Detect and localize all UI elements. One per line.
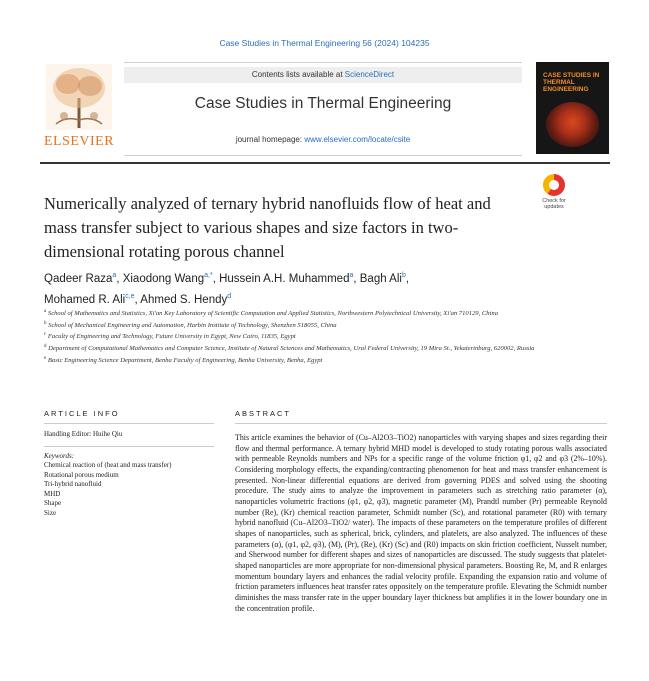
homepage-link[interactable]: www.elsevier.com/locate/csite [304, 135, 411, 144]
homepage-prefix: journal homepage: [235, 135, 305, 144]
author[interactable]: Mohamed R. Ali$^{c,e}$ [44, 292, 135, 306]
check-for-updates-button[interactable] [539, 174, 569, 214]
affiliation-list [44, 307, 604, 365]
abstract-divider [235, 423, 607, 424]
author[interactable]: Bagh Ali$^b$ [359, 272, 406, 285]
affiliation: $^c$ Faculty of Engineering and Technology, Future University in Egypt, New Cairo, 11835, Egypt [44, 332, 296, 341]
elsevier-logo[interactable] [40, 62, 118, 154]
journal-banner [124, 62, 522, 156]
affiliation: $^d$ Department of Computational Mathematics and Computer Science, Institute of Natural Sciences and Mathematics, Ural Federal University, 19 Mira St., Yekaterinburg, 620002, Russia [44, 344, 535, 353]
keyword: Shape [44, 499, 62, 507]
article-info [44, 430, 214, 518]
masthead-divider [40, 162, 610, 164]
cover-art [546, 102, 599, 147]
contents-bar [124, 67, 522, 83]
cover-title: CASE STUDIES IN THERMAL ENGINEERING [543, 72, 600, 93]
elsevier-wordmark: ELSEVIER [43, 134, 115, 149]
affiliation: $^a$ School of Mathematics and Statistics, Xi'an Key Laboratory of Scientific Computation and Applied Statistics, Northwestern Polytechnical University, Xi'an 710129, China [44, 309, 499, 318]
affiliation: $^e$ Basic Engineering Science Department, Benha Faculty of Engineering, Benha University, Benha, Egypt [44, 355, 323, 364]
article-info-heading: ARTICLE INFO [44, 409, 120, 418]
article-title: Numerically analyzed of ternary hybrid nanofluids flow of heat and mass transfer subject to various shapes and size factors in two-dimensional rotating porous channel [44, 194, 491, 261]
elsevier-tree-icon [46, 64, 112, 130]
check-updates-icon [543, 174, 565, 196]
keywords-label: Keywords: [44, 446, 214, 462]
sciencedirect-link[interactable]: ScienceDirect [344, 70, 395, 79]
author[interactable]: Hussein A.H. Muhammed$^a$ [219, 272, 354, 285]
author[interactable]: Xiaodong Wang$^{a,*}$ [122, 272, 213, 285]
keyword: MHD [44, 489, 61, 498]
keyword: Tri-hybrid nanofluid [44, 480, 102, 488]
journal-homepage [124, 135, 522, 144]
author[interactable]: Ahmed S. Hendy$^d$ [140, 292, 232, 306]
keyword: Rotational porous medium [44, 470, 119, 479]
handling-editor: Handling Editor: Huihe Qiu [44, 430, 123, 438]
author-list: Qadeer Raza$^a$, Xiaodong Wang$^{a,*}$, Hussein A.H. Muhammed$^a$, Bagh Ali$^b$, Mohamed R. Ali$^{c,e}$, Ahmed S. Hendy$^d$ [44, 272, 410, 306]
abstract-heading: ABSTRACT [235, 409, 292, 418]
keyword: Size [44, 508, 57, 517]
keyword: Chemical reaction of (heat and mass transfer) [44, 461, 172, 469]
author[interactable]: Qadeer Raza$^a$ [44, 272, 117, 285]
journal-title: Case Studies in Thermal Engineering [194, 95, 452, 112]
abstract-text: This article examines the behavior of (Cu–Al2O3–TiO2) nanoparticles with varying shapes and sizes regarding their flow and thermal performance. A ternary hybrid MHD model is developed to study rotating porous walls associated with permeable Reynolds numbers and NPs for a specific range of the volume friction φ1, φ2 and φ3 (2%–10%). Considering morphology effects, the expanding/contracting phenomenon for heat and mass transfer enhancement is presented. Non-linear differential equations are derived from governing PDES and solved using the shooting procedure. The study aims to analyze the improvement in parameters such as stretching ratio parameter (α), nanoparticles volumetric fractions (φ1, φ2, φ3), magnetic parameter (M), Prandtl number (Pr) permeable Reynold number (Re), (Kr) chemical reaction parameter, Schmidt number (Sc), and rotational parameter (R0) with ternary hybrid nanofluid (Cu–Al2O3–TiO2/ water). The impacts of these parameters on the temperature profiles of different shapes of nanoparticles, such as spherical, brick, cylinders, and platelets, are also analyzed. The influences of these parameters (α), (φ1, φ2, φ3), (M), (Pr), (Re), (Kr) (Sc) and (R0) impacts on skin friction coefficient, Nusselt number, and Sherwood number for different shapes and sizes of nanoparticles are discussed. The study suggests that platelet-shaped nanoparticles are more appropriate for non-dimensional physical parameters. Boosting Re, M, and R enlarges momentum boundary layers and enhances the radial velocity profile. Expanding the expansion ratio and volume of friction parameters influences heat transfer rates oppositely on the temperature profile. Elevating the Schmidt number diminishes the mass transfer rate in the upper boundary layer thickness but amplifies it in the lower boundary one in the concentration profile. [235, 433, 607, 613]
contents-prefix: Contents lists available at [251, 70, 345, 79]
check-updates-label: Check for updates [542, 198, 566, 210]
masthead [40, 62, 610, 157]
article-info-divider [44, 423, 214, 424]
journal-reference[interactable]: Case Studies in Thermal Engineering 56 (2024) 104235 [219, 38, 430, 48]
journal-cover-image[interactable] [536, 62, 609, 154]
affiliation: $^b$ School of Mechanical Engineering and Automation, Harbin Institute of Technology, Shenzhen 518055, China [44, 320, 337, 329]
